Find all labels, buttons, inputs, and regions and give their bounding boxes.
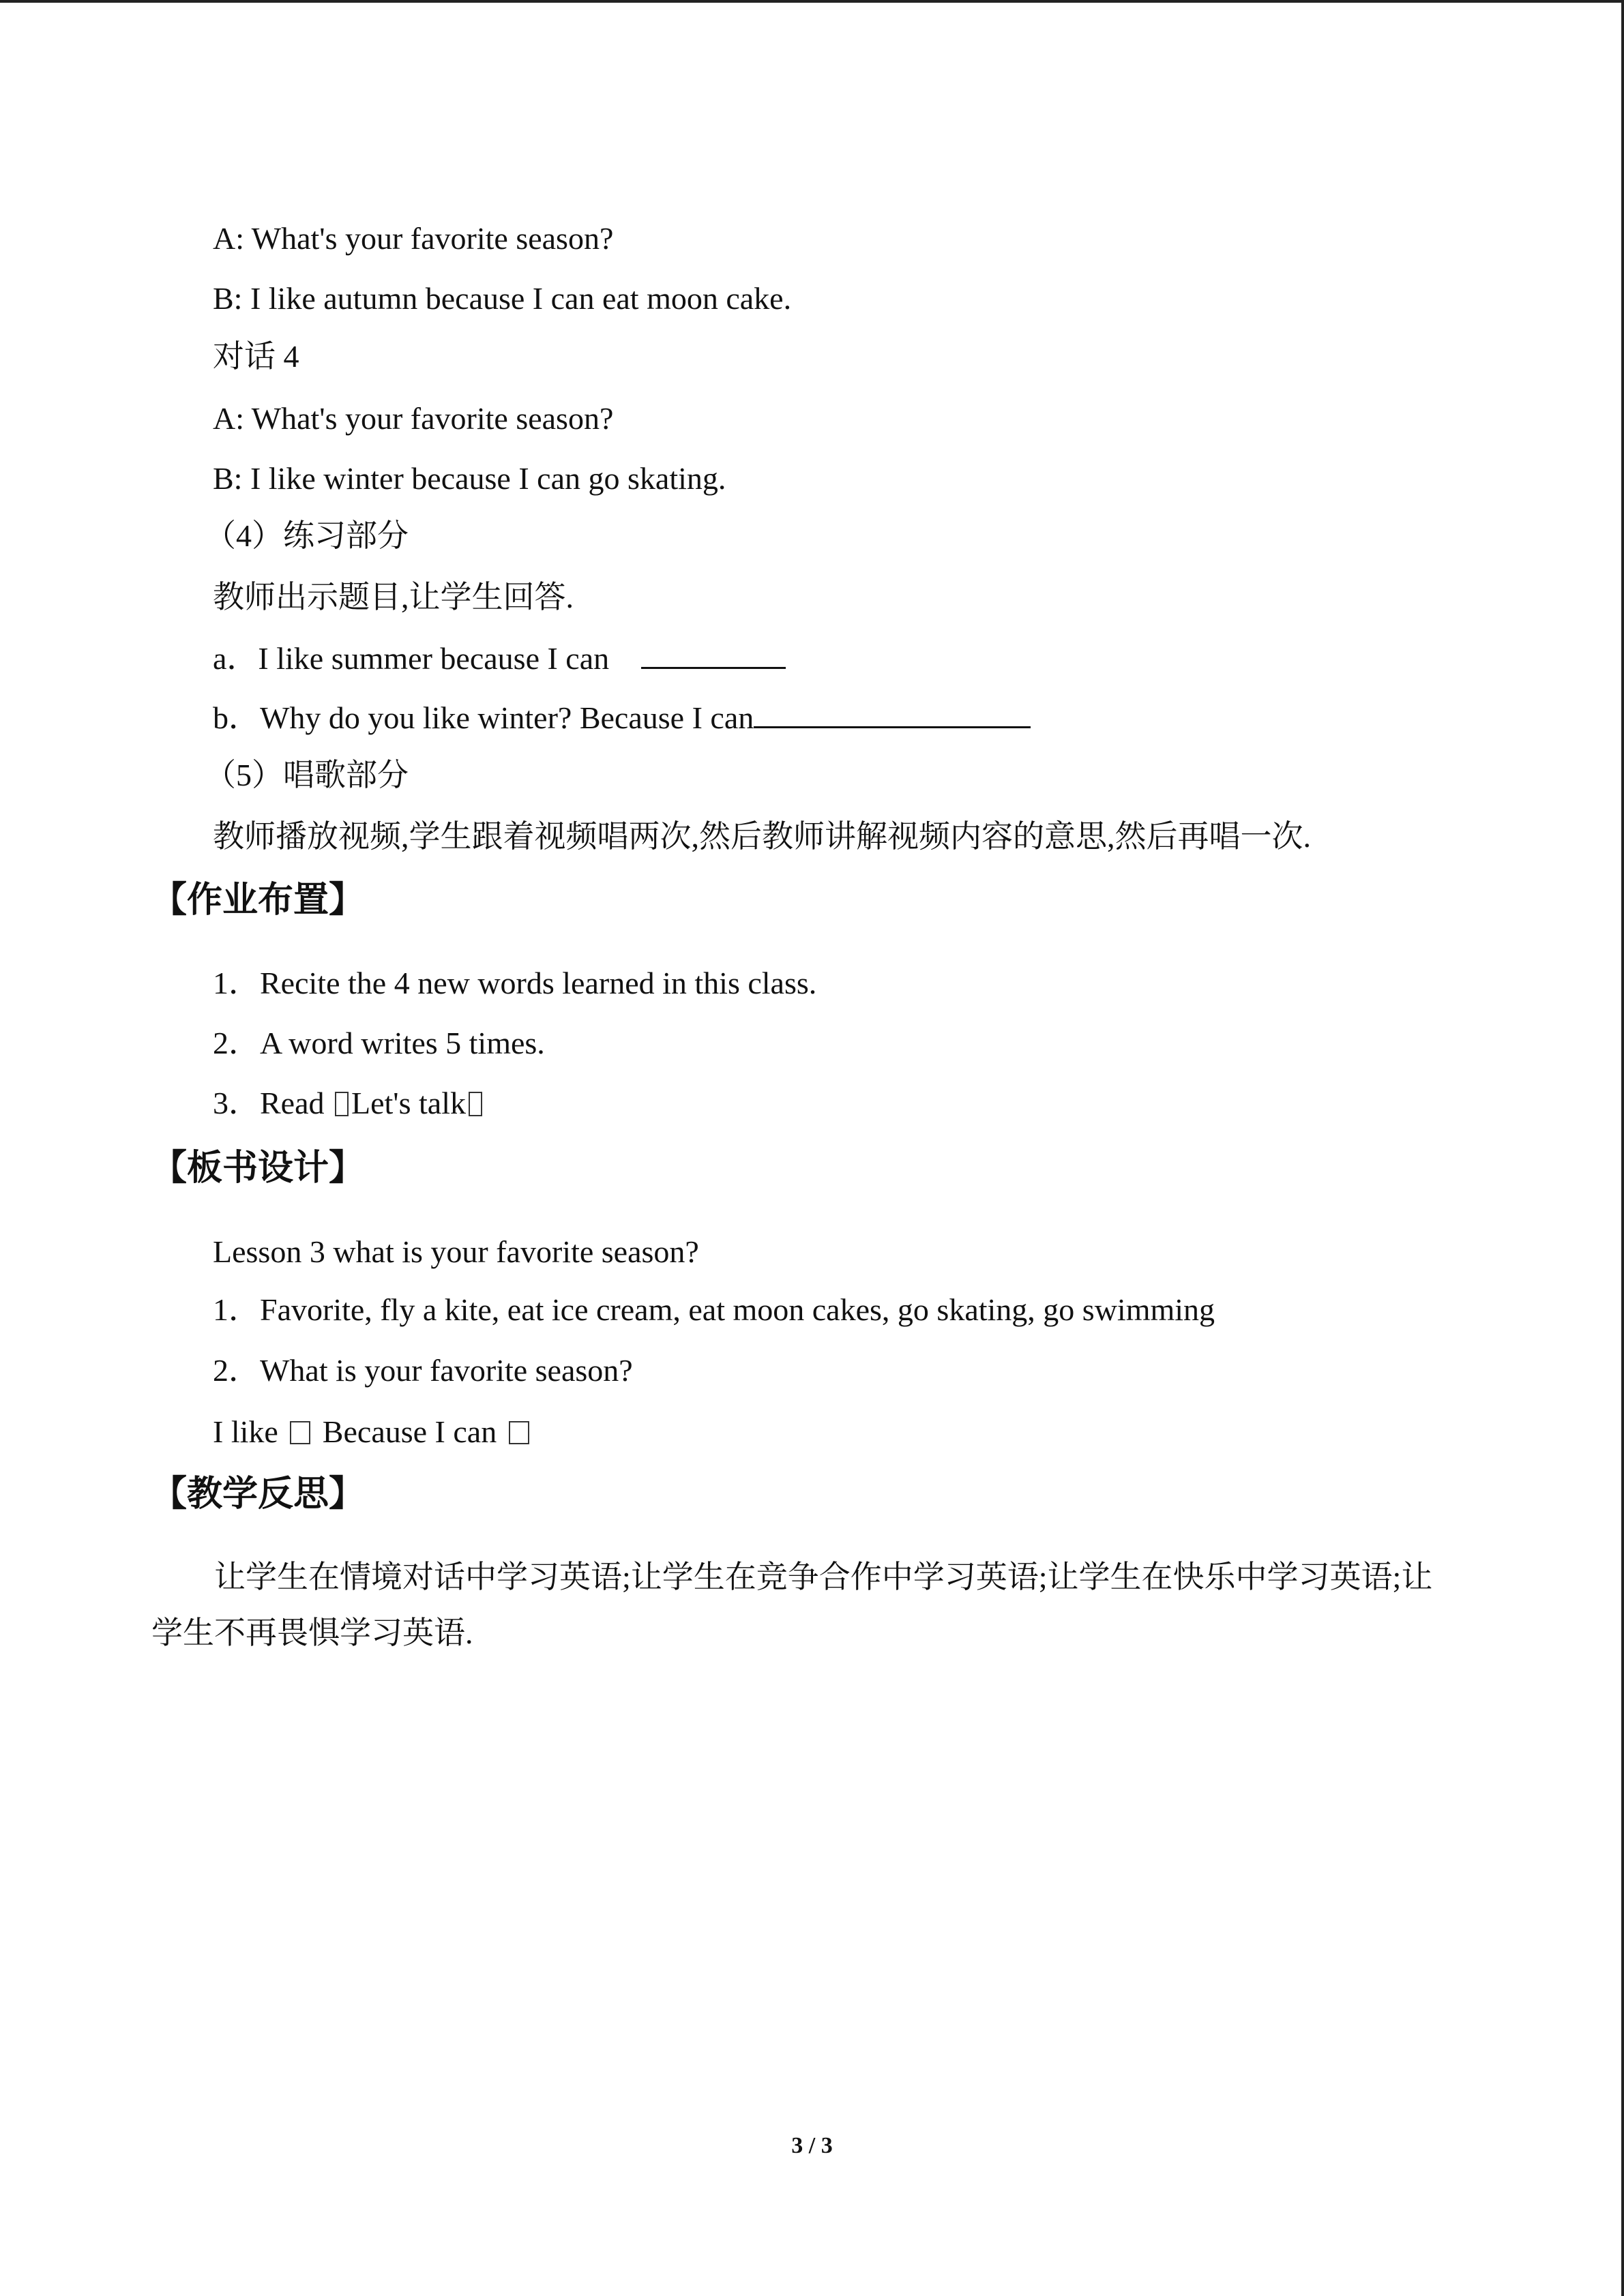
practice-item-b bbox=[213, 696, 1031, 739]
board-item-2: 2．What is your favorite season? bbox=[213, 1353, 633, 1388]
homework-item-2: 2．A word writes 5 times. bbox=[213, 1026, 545, 1060]
homework-heading: 【作业布置】 bbox=[151, 880, 365, 921]
singing-title: （5）唱歌部分 bbox=[205, 758, 409, 792]
reflection-heading: 【教学反思】 bbox=[151, 1474, 365, 1515]
homework-item-3-text: Let's talk bbox=[351, 1086, 466, 1120]
dialogue3-line-b: B: I like autumn because I can eat moon cake. bbox=[213, 281, 792, 316]
page-number: 3 / 3 bbox=[791, 2133, 833, 2158]
practice-intro: 教师出示题目,让学生回答. bbox=[213, 580, 574, 614]
practice-item-a bbox=[213, 637, 786, 679]
answer-blank bbox=[641, 637, 786, 669]
practice-title: （4）练习部分 bbox=[205, 518, 409, 553]
practice-item-a-text: a．I like summer because I can bbox=[213, 641, 610, 676]
missing-glyph-icon bbox=[469, 1092, 482, 1116]
dialogue4-line-a: A: What's your favorite season? bbox=[213, 401, 614, 436]
practice-item-b-text: b．Why do you like winter? Because I can bbox=[213, 700, 754, 735]
board-heading: 【板书设计】 bbox=[151, 1148, 365, 1189]
board-lesson: Lesson 3 what is your favorite season? bbox=[213, 1234, 699, 1269]
board-pattern-b: Because I can bbox=[322, 1414, 497, 1449]
missing-glyph-icon bbox=[509, 1421, 529, 1444]
homework-item-1: 1．Recite the 4 new words learned in this class. bbox=[213, 966, 817, 1000]
singing-text: 教师播放视频,学生跟着视频唱两次,然后教师讲解视频内容的意思,然后再唱一次. bbox=[213, 819, 1311, 854]
board-pattern bbox=[213, 1412, 533, 1452]
board-pattern-a: I like bbox=[213, 1414, 278, 1449]
reflection-text: 让学生在情境对话中学习英语;让学生在竞争合作中学习英语;让学生在快乐中学习英语;让学生不再畏惧学习英语. bbox=[151, 1560, 1433, 1650]
homework-item-3-prefix: 3．Read bbox=[213, 1086, 333, 1120]
missing-glyph-icon bbox=[335, 1092, 349, 1116]
dialogue4-line-b: B: I like winter because I can go skating. bbox=[213, 461, 726, 496]
missing-glyph-icon bbox=[290, 1421, 310, 1444]
homework-item-3 bbox=[213, 1083, 485, 1124]
page-border-right bbox=[1621, 0, 1624, 2296]
board-item-1: 1．Favorite, fly a kite, eat ice cream, eat moon cakes, go skating, go swimming bbox=[213, 1292, 1215, 1327]
page-border-top bbox=[0, 0, 1624, 3]
dialogue4-title: 对话 4 bbox=[213, 339, 299, 374]
answer-blank bbox=[754, 696, 1031, 728]
dialogue3-line-a: A: What's your favorite season? bbox=[213, 221, 614, 256]
